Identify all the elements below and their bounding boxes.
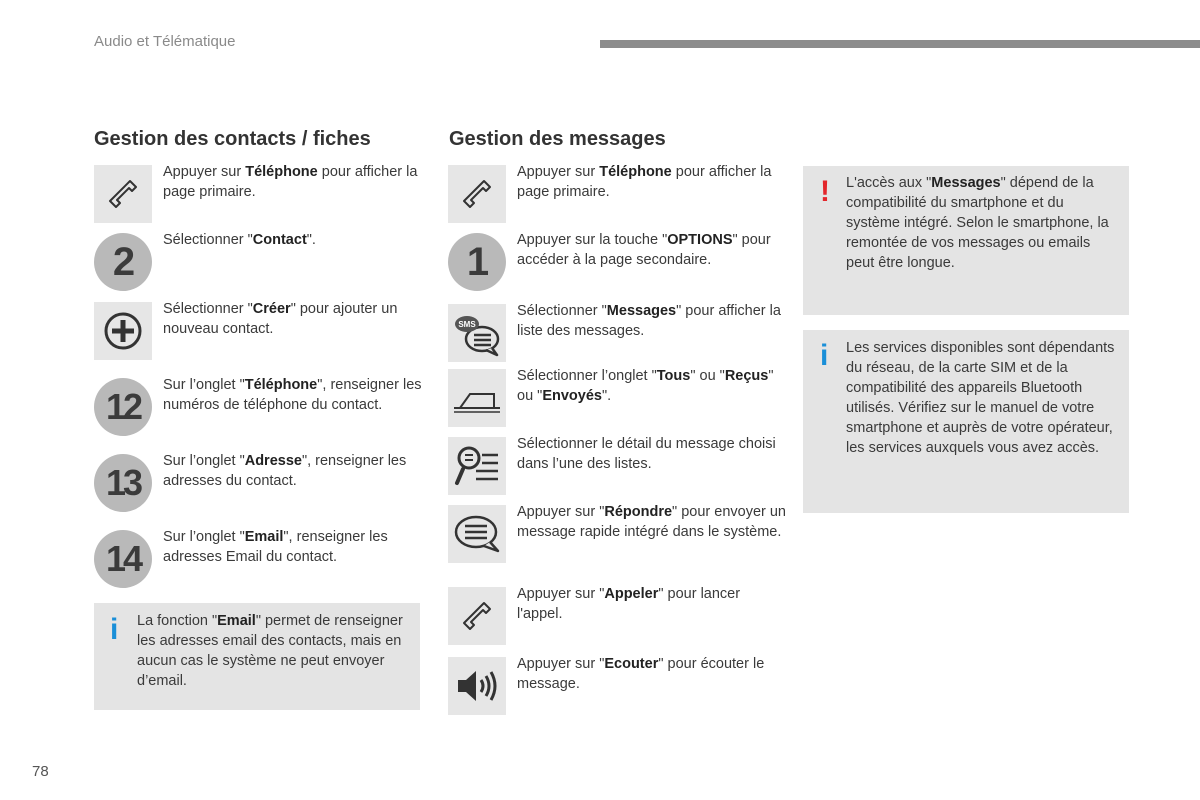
step-keyword: Email <box>244 529 284 545</box>
email-note-box <box>94 603 420 710</box>
step-text: ". <box>601 388 612 404</box>
step-keyword: Téléphone <box>244 377 318 393</box>
info-icon: i <box>820 339 829 372</box>
step-keyword: Téléphone <box>599 164 672 180</box>
warning-icon: ! <box>820 175 830 208</box>
note-text: " permet de renseigner les adresses email des contacts, mais en aucun cas le système ne peut envoyer d’email. <box>137 613 403 689</box>
step-text: Sur l’onglet " <box>163 377 245 393</box>
step-text: Sélectionner l’onglet " <box>517 368 657 384</box>
contacts-title: Gestion des contacts / fiches <box>94 128 371 150</box>
step-keyword: Répondre <box>604 504 673 520</box>
info-icon: i <box>110 613 119 646</box>
plus-circle-icon <box>94 302 152 360</box>
reply-message-icon <box>448 505 506 563</box>
step-badge: 12 <box>94 378 152 436</box>
step-text: Appuyer sur la touche " <box>517 232 668 248</box>
step-text: " ou " <box>517 368 774 404</box>
step-text: " pour envoyer un message rapide intégré dans le système. <box>517 504 786 540</box>
note-text: " dépend de la compatibilité du smartphone et du système intégré. Selon le smartphone, la remontée de vos messages ou emails peut être longue. <box>846 175 1109 271</box>
step-text: " pour écouter le message. <box>517 656 765 692</box>
phone-icon <box>94 165 152 223</box>
header-title: Audio et Télématique <box>94 33 236 50</box>
phone-icon <box>448 165 506 223</box>
step-keyword: Messages <box>606 303 677 319</box>
note-keyword: Messages <box>931 175 1001 191</box>
tab-icon <box>448 369 506 427</box>
step-text: Appuyer sur " <box>517 504 605 520</box>
warning-note-box <box>803 166 1129 315</box>
step-text: " ou " <box>690 368 725 384</box>
step-text: Sélectionner le détail du message choisi dans l’une des listes. <box>517 436 776 472</box>
step-keyword: Tous <box>656 368 691 384</box>
page-number: 78 <box>32 763 49 780</box>
note-text: L'accès aux " <box>846 175 932 191</box>
step-text: Sélectionner " <box>517 303 607 319</box>
step-text: Appuyer sur " <box>517 656 605 672</box>
note-text: La fonction " <box>137 613 218 629</box>
step-keyword: Adresse <box>244 453 302 469</box>
step-keyword: Créer <box>252 301 291 317</box>
phone-icon <box>448 587 506 645</box>
step-text: Appuyer sur " <box>517 586 605 602</box>
step-keyword: Appeler <box>604 586 659 602</box>
step-text: Sélectionner " <box>163 232 253 248</box>
header-bar <box>600 40 1200 48</box>
step-text: Appuyer sur <box>163 164 246 180</box>
step-text: ", renseigner les adresses du contact. <box>163 453 407 489</box>
step-text: pour afficher la page primaire. <box>517 164 772 200</box>
step-text: " pour lancer l'appel. <box>517 586 741 622</box>
services-note-box <box>803 330 1129 513</box>
step-badge: 13 <box>94 454 152 512</box>
step-text: Sur l’onglet " <box>163 529 245 545</box>
step-text: Appuyer sur <box>517 164 600 180</box>
step-badge: 1 <box>448 233 506 291</box>
step-text: ". <box>306 232 316 248</box>
step-keyword: OPTIONS <box>667 232 733 248</box>
step-keyword: Contact <box>252 232 307 248</box>
step-text: ", renseigner les numéros de téléphone du contact. <box>163 377 422 413</box>
step-badge: 2 <box>94 233 152 291</box>
message-detail-icon <box>448 437 506 495</box>
step-keyword: Ecouter <box>604 656 659 672</box>
messages-title: Gestion des messages <box>449 128 666 150</box>
sms-icon-label: SMS <box>458 320 476 329</box>
step-text: pour afficher la page primaire. <box>163 164 418 200</box>
speaker-icon <box>448 657 506 715</box>
step-text: " pour accéder à la page secondaire. <box>517 232 771 268</box>
step-text: " pour ajouter un nouveau contact. <box>163 301 398 337</box>
step-keyword: Téléphone <box>245 164 318 180</box>
step-keyword: Envoyés <box>542 388 602 404</box>
step-text: " pour afficher la liste des messages. <box>517 303 781 339</box>
step-text: Sur l’onglet " <box>163 453 245 469</box>
step-text: Sélectionner " <box>163 301 253 317</box>
sms-icon <box>448 304 506 362</box>
note-keyword: Email <box>217 613 256 629</box>
step-text: ", renseigner les adresses Email du contact. <box>163 529 388 565</box>
step-badge: 14 <box>94 530 152 588</box>
step-keyword: Reçus <box>724 368 769 384</box>
note-text: Les services disponibles sont dépendants du réseau, de la carte SIM et de la compatibilité des appareils Bluetooth utilisés. Vérifiez sur le manuel de votre smartphone et auprès de votre opérateur, les services auxquels vous avez accès. <box>846 340 1115 456</box>
